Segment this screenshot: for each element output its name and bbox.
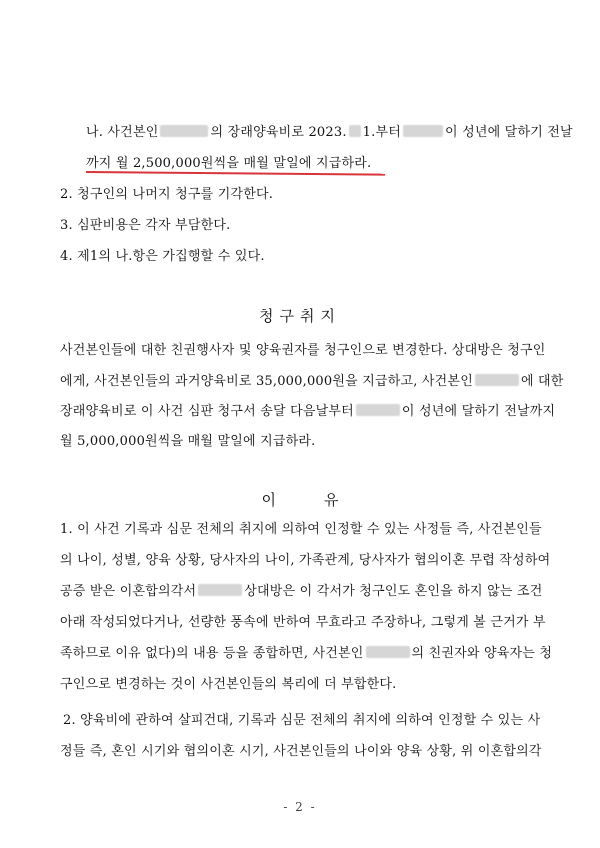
redaction-block	[475, 374, 519, 386]
redaction-block	[198, 584, 242, 596]
reason-p1-line-4: 아래 작성되었다거나, 선량한 풍속에 반하여 무효라고 주장하나, 그렇게 볼 근거가 부	[60, 615, 546, 630]
redaction-block	[403, 125, 443, 137]
order-item-4: 4. 제1의 나.항은 가집행할 수 있다.	[60, 249, 265, 264]
redaction-block	[160, 125, 208, 137]
redaction-block	[356, 404, 400, 416]
redaction-block	[349, 125, 361, 137]
order-item-na-line1: 나. 사건본인 의 장래양육비로 2023. 1.부터 이 성년에 달하기 전날	[86, 125, 573, 140]
reason-p1-line-6: 구인으로 변경하는 것이 사건본인들의 복리에 더 부합한다.	[60, 677, 397, 692]
reason-p1-line-1: 1. 이 사건 기록과 심문 전체의 취지에 의하여 인정할 수 있는 사정들 즉, 사건본인들	[60, 522, 542, 537]
reason-p2-line-1: 2. 양육비에 관하여 살피건대, 기록과 심문 전체의 취지에 의하여 인정할 수 있는 사	[63, 713, 541, 728]
reason-p1-line-2: 의 나이, 성별, 양육 상황, 당사자의 나이, 가족관계, 당사자가 협의이혼 무렵 작성하여	[60, 553, 551, 568]
order-item-3: 3. 심판비용은 각자 부담한다.	[60, 218, 231, 233]
claim-line-3: 장래양육비로 이 사건 심판 청구서 송달 다음날부터 이 성년에 달하기 전날까지	[60, 404, 556, 419]
claim-line-2: 에게, 사건본인들의 과거양육비로 35,000,000원을 지급하고, 사건본인 에 대한	[60, 374, 564, 389]
claim-line-1: 사건본인들에 대한 친권행사자 및 양육권자를 청구인으로 변경한다. 상대방은 청구인	[60, 343, 546, 358]
reason-p1-line-3: 공증 받은 이혼합의각서 상대방은 이 각서가 청구인도 혼인을 하지 않는 조건	[60, 584, 543, 599]
claim-line-4: 월 5,000,000원씩을 매월 말일에 지급하라.	[60, 434, 316, 449]
redaction-block	[366, 646, 410, 658]
reason-p2-line-2: 정들 즉, 혼인 시기와 협의이혼 시기, 사건본인들의 나이와 양육 상황, 위 이혼합의각	[60, 744, 542, 759]
reason-heading: 이유	[261, 491, 387, 509]
order-item-2: 2. 청구인의 나머지 청구를 기각한다.	[60, 187, 274, 202]
page-number: - 2 -	[283, 800, 317, 814]
claim-heading: 청구취지	[259, 307, 341, 325]
reason-p1-line-5: 족하므로 이유 없다)의 내용 등을 종합하면, 사건본인 의 친권자와 양육자는 청	[60, 646, 553, 661]
order-item-na-line2: 까지 월 2,500,000원씩을 매월 말일에 지급하라.	[86, 156, 372, 171]
